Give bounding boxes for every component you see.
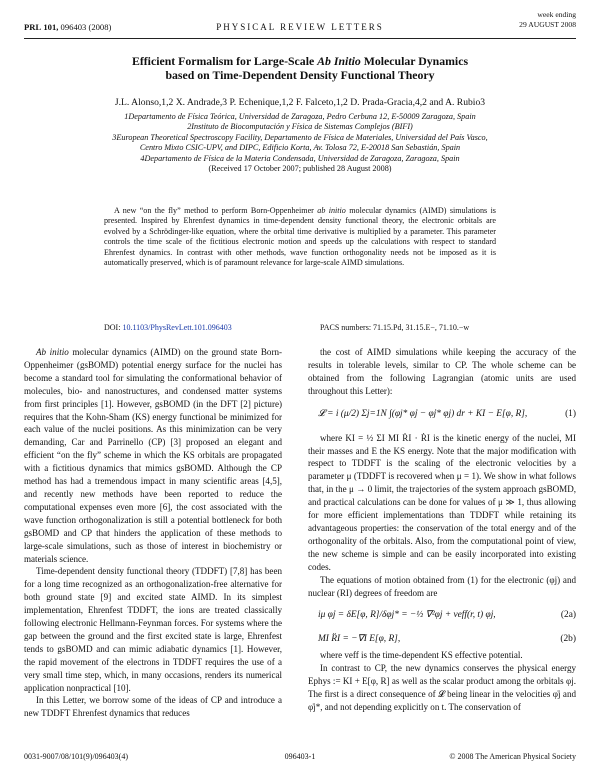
equation-2b-body: MI R̈I = −∇I E[φ, R], [318,634,401,645]
abstract [104,206,496,268]
author-list: J.L. Alonso,1,2 X. Andrade,3 P. Echenique,1,2 F. Falceto,1,2 D. Prada-Gracia,4,2 and A. Rubio3 [114,97,486,108]
date-label: 29 AUGUST 2008 [519,20,576,29]
paragraph-eom: The equations of motion obtained from (1) for the electronic (φj) and nuclear (RI) degrees of freedom are [308,574,576,598]
journal-name: PHYSICAL REVIEW LETTERS [216,22,384,32]
title-part-1: Efficient Formalism for Large-Scale [131,54,315,68]
affiliation-2: 2Instituto de Biocomputación y Física de Sistemas Complejos (BIFI) [187,122,413,132]
title-part-2: Molecular Dynamics [363,54,469,68]
equation-2a [308,601,576,623]
affiliation-3: 3European Theoretical Spectroscopy Facility, Departamento de Física de Materiales, Universidad del País Vasco, [112,132,488,142]
paragraph-conservation: In contrast to CP, the new dynamics conserves the physical energy Ephys := KI + E[φ, R] as well as the scalar product among the orbitals φj. The first is a direct consequence of 𝓛 being linear in the velocities φ̇j and φ̇j*, and not depending explicitly on t. The conservation of [308,663,576,713]
affiliation-3-cont: Centro Mixto CSIC-UPV, and DIPC, Edificio Korta, Av. Tolosa 72, E-20018 San Sebastián, Spain [139,143,461,153]
pacs-numbers: PACS numbers: 71.15.Pd, 31.15.E−, 71.10.−w [320,323,470,332]
issue-date [519,10,576,30]
right-column [308,346,576,714]
copyright: © 2008 The American Physical Society [449,752,576,761]
abstract-text-a: A new “on the fly” method to perform Born-Oppenheimer [114,206,314,215]
paragraph-intro [24,346,282,565]
equation-1-body: 𝓛 = i (μ/2) Σj=1N ∫(φj* φ̇j − φ̇j* φj) dr + KI − E[φ, R], [318,408,528,419]
journal-volume: 101, [43,22,59,32]
equation-2b [308,625,576,647]
paragraph-kinetic: where KI = ½ ΣI MI ṘI · ṘI is the kinetic energy of the nuclei, MI their masses and E the KS energy. Note that the major modification with respect to TDDFT is the scaling of the electronic velocities by a parameter μ (TDDFT is recovered when μ = 1). We show in what follows that, in the μ → 0 limit, the trajectories of the system approach gsBOMD, and practical calculations can be done for values of μ ≫ 1, thus allowing for more efficient implementations than TDDFT while retaining its advantageous properties: the conservation of the total energy and of the orthogonality of the orbitals. Also, from the computational point of view, the new scheme is simple and can be easily incorporated into existing codes. [308,432,576,572]
equation-1-number: (1) [565,408,576,419]
journal-abbrev: PRL [24,22,42,32]
doi-label: DOI: [104,323,121,332]
paragraph-cost: the cost of AIMD simulations while keeping the accuracy of the results in tolerable levels, similar to CP. The whole scheme can be obtained from the following Lagrangian (atomic units are used throughout this Letter): [308,347,576,396]
equation-2a-number: (2a) [560,610,576,621]
paragraph-veff: where veff is the time-dependent KS effective potential. [320,650,523,661]
received-date: (Received 17 October 2007; published 28 August 2008) [208,164,392,174]
doi-line [104,323,232,332]
affiliations [40,112,560,174]
affiliation-1: 1Departamento de Física Teórica, Universidad de Zaragoza, Pedro Cerbuna 12, E-50009 Zaragoza, Spain [124,112,476,121]
footer-code: 0031-9007/08/101(9)/096403(4) [24,752,128,761]
abstract-italic: ab initio [317,206,346,215]
page-number: 096403-1 [284,752,316,761]
paper-title [60,54,540,82]
intro-text: molecular dynamics (AIMD) on the ground state Born-Oppenheimer (gsBOMD) potential energy surface for the nuclei has become a standard tool for simulating the conformational behavior of molecules, bio- and nanostructures, and condensed matter systems from first principles [1]. However, gsBOMD (in the DFT [2] picture) requires that the Kohn-Sham (KS) energy functional be minimized for each value of the nuclei positions. As this minimization can be very demanding, Car and Parrinello (CP) [3] proposed an elegant and efficient “on the fly” scheme in which the KS orbitals are propagated with a fictitious dynamics that mimics gsBOMD. Although the CP method has had a tremendous impact in many scientific areas [4,5], and recently new methods have been reported to reduce the computational expenses even more [6], the cost associated with the wave function orthogonalization is still a potential bottleneck for both gsBOMD and CP that hinders the application of these methods to large-scale simulations, such as those of interest in biochemistry or materials science. [24,347,282,564]
journal-pages: 096403 (2008) [60,22,112,32]
equation-2a-body: iμ φ̇j = δE[φ, R]/δφj* = −½ ∇²φj + veff(r, t) φj, [318,610,496,621]
abstract-text-b: molecular dynamics (AIMD) simulations is presented. Inspired by Ehrenfest dynamics in time-dependent density functional theory, the electronic orbitals are evolved by a Schrödinger-like equation, where the orbital time derivative is multiplied by a parameter. This parameter controls the time scale of the fictitious electronic motion and speeds up the calculations with respect to standard Ehrenfest dynamics. In contrast with other methods, wave function orthogonality needs not be imposed as it is automatically preserved, which is of paramount relevance for large-scale AIMD simulations. [104,206,496,268]
title-line-2: based on Time-Dependent Density Functional Theory [165,68,435,82]
equation-2b-number: (2b) [560,634,576,645]
affiliation-4: 4Departamento de Física de la Materia Condensada, Universidad de Zaragoza, Zaragoza, Spain [140,153,460,163]
week-label: week ending [537,10,576,19]
paragraph-letter: In this Letter, we borrow some of the ideas of CP and introduce a new TDDFT Ehrenfest dynamics that reduces [24,695,282,719]
equation-1 [308,400,576,430]
running-header [24,6,576,39]
doi-link[interactable]: 10.1103/PhysRevLett.101.096403 [122,323,232,332]
paragraph-tddft: Time-dependent density functional theory (TDDFT) [7,8] has been for a long time recognized as an orthogonalization-free alternative for both ground state [9] and excited state AIMD. In its simplest implementation, Ehrenfest TDDFT, the ions are treated classically following electronic Hellmann-Feynman forces. For systems where the gap between the ground and the first excited state is large, Ehrenfest tends to gsBOMD and can mimic adiabatic dynamics [1]. However, the rapid movement of the electrons in TDDFT requires the use of a very small time step, which, in many occasions, renders its numerical application nonpractical [10]. [24,566,282,693]
intro-italic: Ab initio [36,347,69,357]
left-column [24,346,282,720]
title-italic: Ab Initio [317,54,361,68]
